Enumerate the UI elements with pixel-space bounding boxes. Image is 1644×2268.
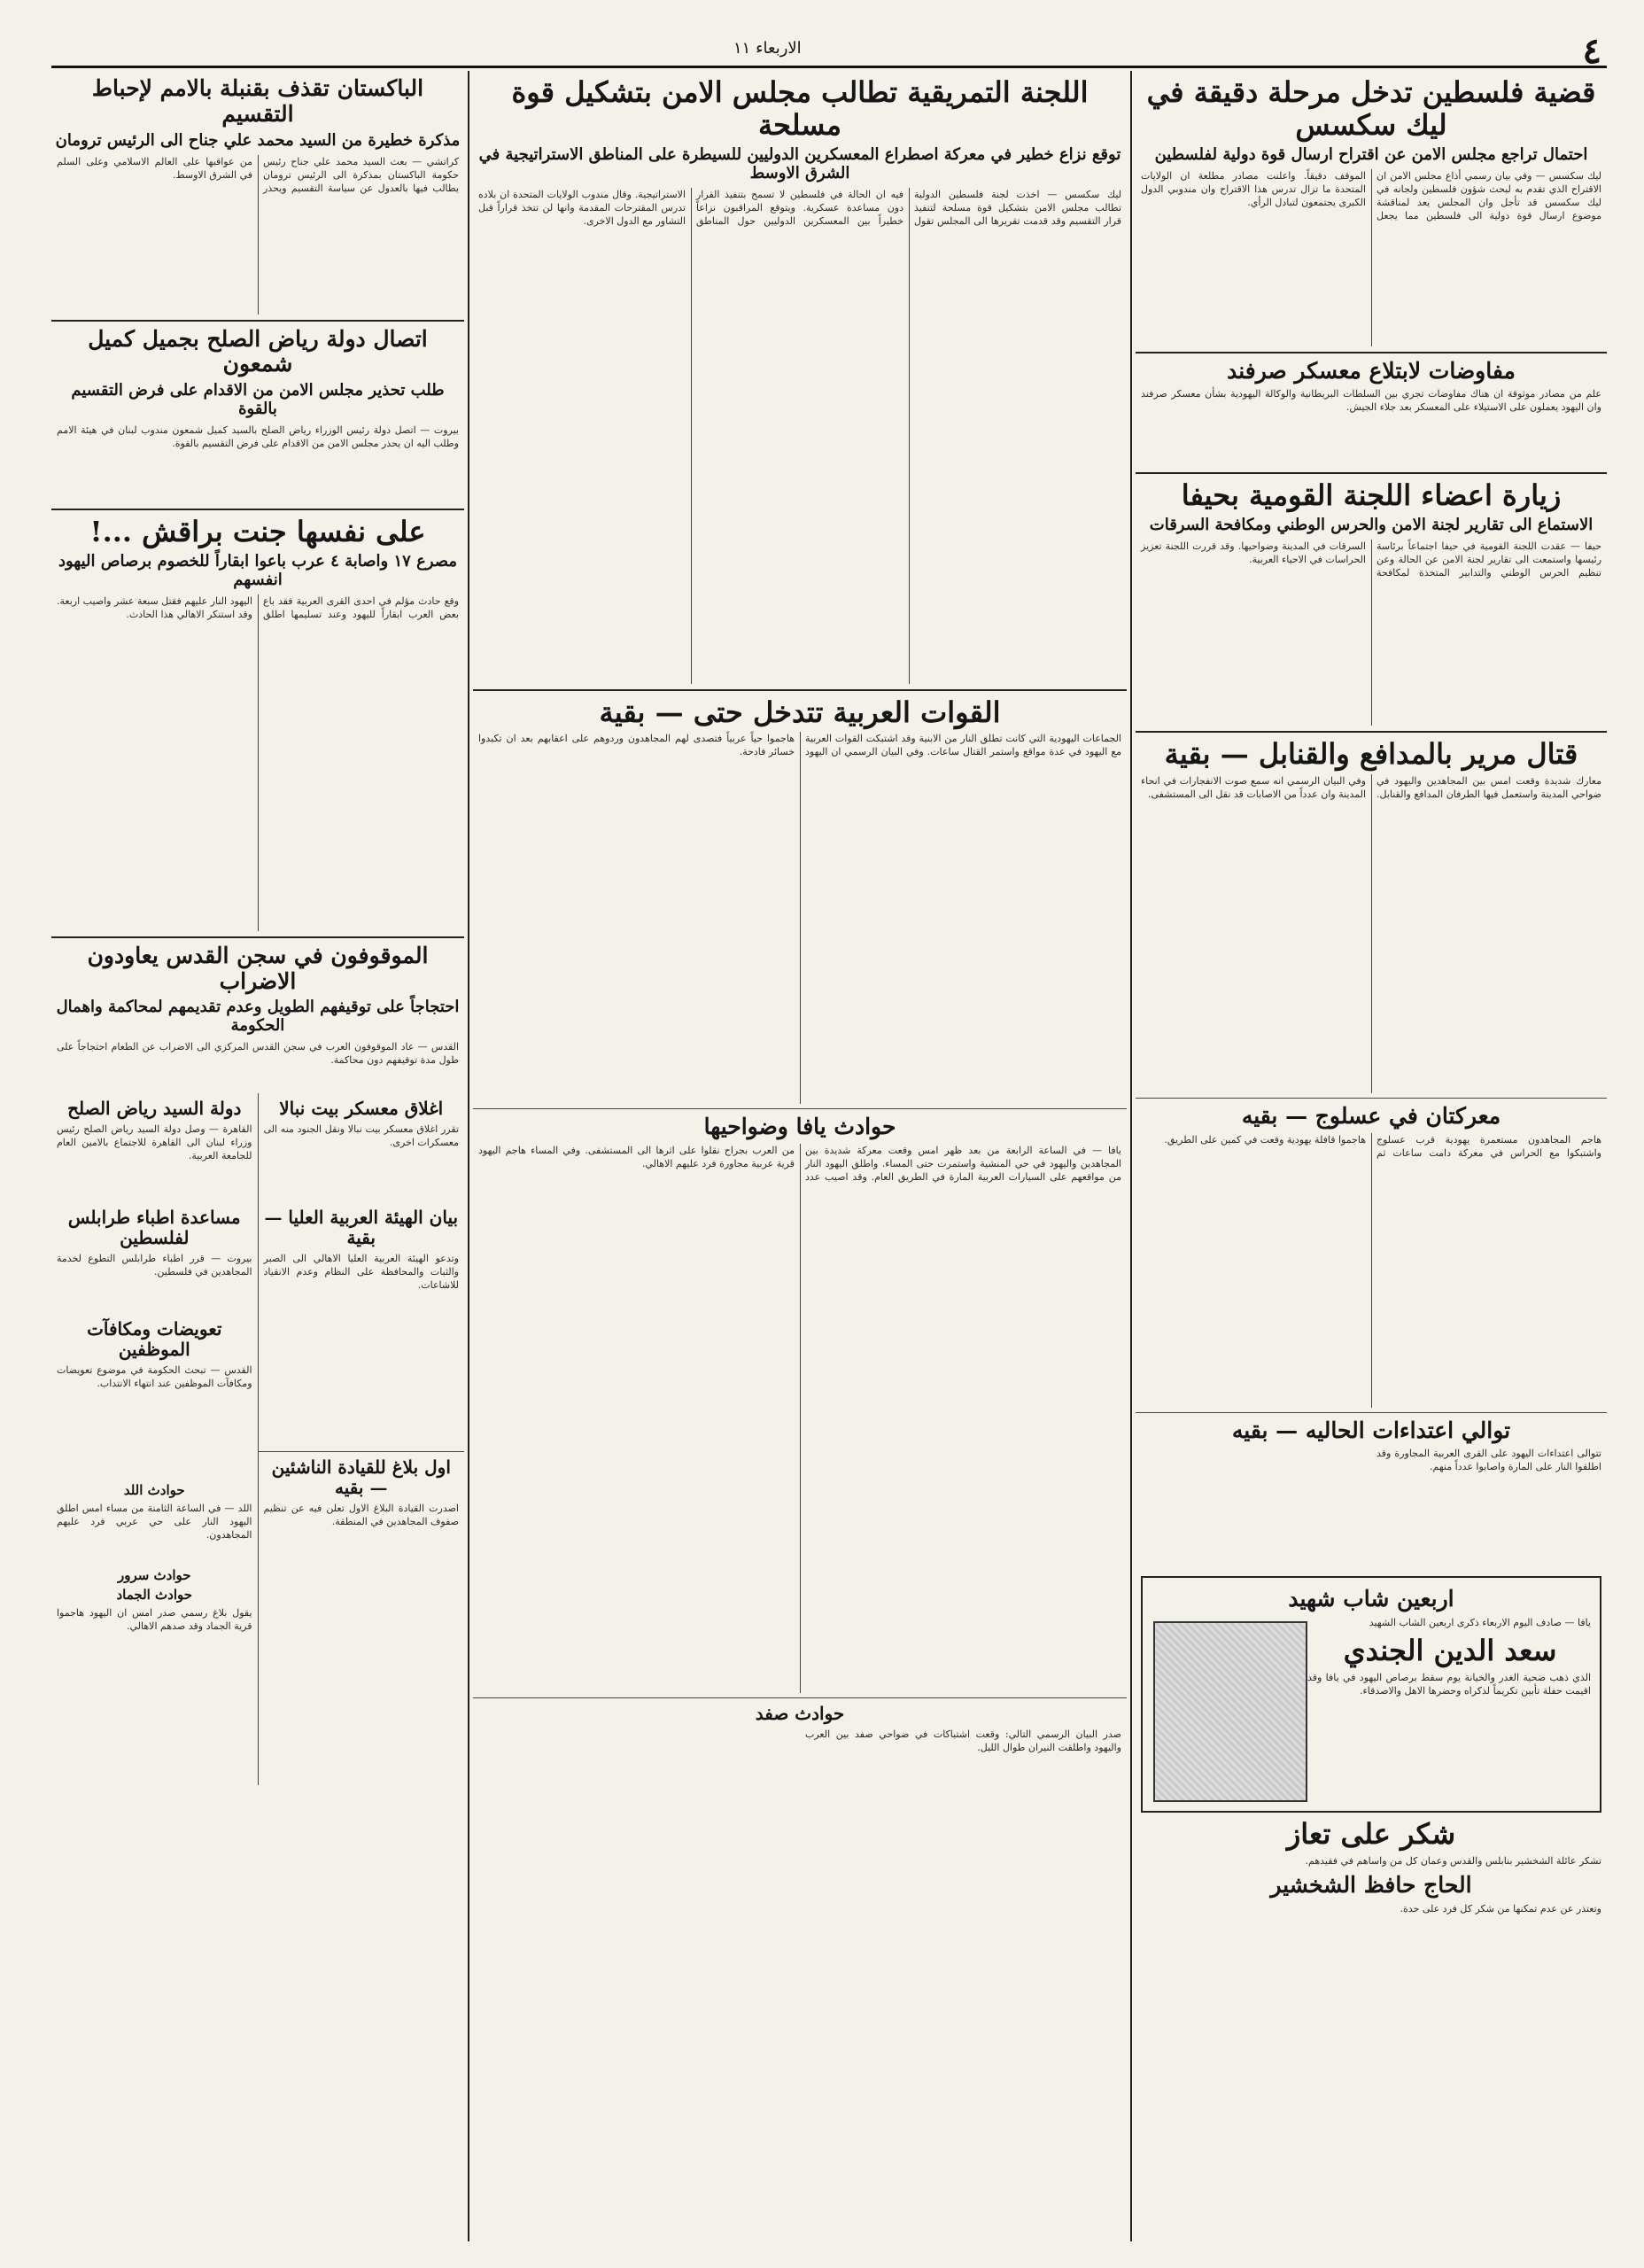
headline-prisoners: الموقوفون في سجن القدس يعاودون الاضراب (87, 942, 429, 994)
subheadline: احتمال تراجع مجلس الامن عن اقتراح ارسال قوة دولية لفلسطين (1154, 144, 1588, 164)
headline-jammad: حوادث الجماد (116, 1587, 193, 1604)
headline-fierce-fighting: قتال مرير بالمدافع والقنابل — بقية (1164, 737, 1578, 772)
obituary-intro: يافا — صادف اليوم الاربعاء ذكرى اربعين الشاب الشهيد (1369, 1617, 1591, 1629)
subheadline: احتجاجاً على توقيفهم الطويل وعدم تقديمهم لمحاكمة واهمال الحكومة (56, 998, 460, 1036)
headline-attacks: توالي اعتداءات الحاليه — بقيه (1231, 1417, 1511, 1443)
column-middle (473, 71, 1127, 2241)
article-body: ليك سكسس — وفي بيان رسمي أذاع مجلس الامن ان الاقتراح الذي تقدم به لبحث شؤون فلسطين ولجانه في ليك سكسس قد تأجل وان المجلس يعد لمناقشة موضوع ارسال قوة دولية الى فلسطين مما يجعل الموقف دقيقاً. واعلنت مصادر مطلعة ان الولايات المتحدة ما تزال تدرس هذا الاقتراح وان مندوبي الدول الكبرى يجتمعون لتبادل الرأي. (1141, 169, 1601, 221)
divider (1136, 1412, 1607, 1413)
headline-haifa-committee: زيارة اعضاء اللجنة القومية بحيفا (1181, 478, 1562, 513)
subheadline: طلب تحذير مجلس الامن من الاقدام على فرض التقسيم بالقوة (71, 381, 445, 418)
martyr-name: سعد الدين الجندي (1343, 1634, 1557, 1668)
article-body: بيروت — اتصل دولة رئيس الوزراء رياض الصلح بالسيد كميل شمعون مندوب لبنان في هيئة الامم وطلب اليه ان يحذر مجلس الامن من الاقدام على فرض التقسيم بالقوة. (57, 424, 459, 449)
thanks-body: تشكر عائلة الشخشير بنابلس والقدس وعمان كل من واساهم في فقيدهم. (1305, 1854, 1601, 1867)
headline-pakistan: الباكستان تقذف بقنبلة بالامم لإحباط التقسيم (91, 75, 424, 127)
issue-date: الاربعاء ١١ (733, 39, 802, 58)
divider (1136, 731, 1607, 733)
article-body: علم من مصادر موثوقة ان هناك مفاوضات تجري بين السلطات البريطانية والوكالة اليهودية بشأن معسكر صرفند وان اليهود يعملون على الاستيلاء على المعسكر بعد جلاء الجيش. (1141, 388, 1601, 414)
thanks-name: الحاج حافظ الشخشير (1270, 1871, 1472, 1898)
article-body: وقع حادث مؤلم في احدى القرى العربية فقد باع بعض العرب ابقاراً لليهود وعند تسليمها اطلق اليهود النار عليهم فقتل سبعة عشر واصيب اربعة. وقد استنكر الاهالي هذا الحادث. (57, 594, 459, 620)
article-body: تقرر اغلاق معسكر بيت نبالا ونقل الجنود منه الى معسكرات اخرى. (263, 1123, 459, 1149)
divider (51, 936, 464, 938)
headline-arab-forces: القوات العربية تتدخل حتى — بقية (599, 695, 1001, 729)
article-body: يافا — في الساعة الرابعة من بعد ظهر امس وقعت معركة شديدة بين المجاهدين واليهود في حي المنشية واستمرت حتى المساء. واطلق اليهود النار من مواقعهم على السيارات العربية المارة في الطريق العام. وقد اصيب عدد من العرب بجراح نقلوا على اثرها الى المستشفى. وفي المساء هاجم اليهود قرية عربية مجاورة فرد عليهم الاهالي. (478, 1145, 1121, 1184)
column-left (51, 71, 464, 2241)
column-rule (1130, 71, 1132, 2241)
column-right (1136, 71, 1607, 2241)
headline-riad-solh: اتصال دولة رياض الصلح بجميل كميل شمعون (88, 325, 428, 377)
headline-braqish: على نفسها جنت براقش ...! (89, 515, 426, 548)
page-number: ٤ (1582, 30, 1601, 72)
headline-palestine-case: قضية فلسطين تدخل مرحلة دقيقة في ليك سكسس (1146, 75, 1596, 142)
article-body: تتوالى اعتداءات اليهود على القرى العربية المجاورة وقد اطلقوا النار على المارة واصابوا عدداً منهم. (1376, 1448, 1601, 1473)
newspaper-page (51, 30, 1607, 2241)
divider (1136, 1098, 1607, 1099)
divider (259, 1451, 465, 1452)
portrait-photo (1153, 1621, 1307, 1802)
headline-beit-nabala: اغلاق معسكر بيت نبالا (279, 1098, 444, 1120)
divider (473, 1108, 1127, 1109)
article-body: حيفا — عقدت اللجنة القومية في حيفا اجتماعاً برئاسة رئيسها واستمعت الى تقارير لجنة الامن عن الحالة وعن تنظيم الحرس الوطني والتدابير المتخذة لمكافحة السرقات في المدينة وضواحيها. وقد قررت اللجنة تعزيز الحراسات في الاحياء العربية. (1141, 540, 1601, 579)
twin-columns (51, 1093, 464, 1785)
divider (1136, 352, 1607, 353)
obituary-box (1141, 1576, 1601, 1813)
subheadline: توقع نزاع خطير في معركة اصطراع المعسكرين الدوليين للسيطرة على المناطق الاستراتيجية في الشرق الاوسط (478, 144, 1121, 183)
article-body: ليك سكسس — اخذت لجنة فلسطين الدولية تطالب مجلس الامن بتشكيل قوة مسلحة لتنفيذ قرار التقسيم وقد قدمت تقريرها الى المجلس تقول فيه ان الحالة في فلسطين لا تسمح بتنفيذ القرار دون مساعدة عسكرية. ويتوقع المراقبون نزاعاً خطيراً بين المعسكرين الدوليين حول المناطق الاستراتيجية. وقال مندوب الولايات المتحدة ان بلاده تدرس المقترحات المقدمة وانها لن تتخذ قراراً قبل التشاور مع الدول الاخرى. (478, 188, 1121, 227)
divider (473, 1697, 1127, 1698)
article-body: الجماعات اليهودية التي كانت تطلق النار من الابنية وقد اشتبكت القوات العربية مع اليهود في عدة مواقع واستمر القتال ساعات. وفي البيان الرسمي ان اليهود هاجموا حياً عربياً فتصدى لهم المجاهدون وردوهم على اعقابهم بعد ان تكبدوا خسائر فادحة. (478, 733, 1121, 758)
article-body: القدس — تبحث الحكومة في موضوع تعويضات ومكافآت الموظفين عند انتهاء الانتداب. (57, 1364, 252, 1390)
obituary-title: اربعين شاب شهيد (1288, 1586, 1454, 1612)
headline-commission: اللجنة التمريقية تطالب مجلس الامن بتشكيل قوة مسلحة (511, 75, 1089, 142)
article-body: صدر البيان الرسمي التالي: وقعت اشتباكات في ضواحي صفد بين العرب واليهود واطلقت النيران طوال الليل. (805, 1728, 1121, 1754)
article-body: اصدرت القيادة البلاغ الاول تعلن فيه عن تنظيم صفوف المجاهدين في المنطقة. (263, 1503, 459, 1528)
article-body: بيروت — قرر اطباء طرابلس التطوع لخدمة المجاهدين في فلسطين. (57, 1253, 252, 1278)
headline-lydda: حوادث اللد (123, 1482, 185, 1499)
sub-column-right (258, 1093, 465, 1785)
divider (51, 509, 464, 510)
headline-tripoli-doctors: مساعدة اطباء طرابلس لفلسطين (67, 1207, 241, 1249)
headline-riad-solh-2: دولة السيد رياض الصلح (67, 1098, 242, 1120)
headline-surur: حوادث سرور (117, 1567, 191, 1584)
article-body: هاجم المجاهدون مستعمرة يهودية قرب عسلوج واشتبكوا مع الحراس في معركة دامت ساعات ثم هاجموا قافلة يهودية وقعت في كمين على الطريق. (1164, 1133, 1601, 1159)
article-body: القدس — عاد الموقوفون العرب في سجن القدس المركزي الى الاضراب عن الطعام احتجاجاً على طول مدة توقيفهم دون محاكمة. (57, 1041, 459, 1067)
headline-sarafand: مفاوضات لابتلاع معسكر صرفند (1227, 357, 1516, 384)
subheadline: الاستماع الى تقارير لجنة الامن والحرس الوطني ومكافحة السرقات (1149, 516, 1594, 535)
obituary-body: الذي ذهب ضحية الغدر والخيانة يوم سقط برصاص اليهود في يافا وقد اقيمت حفلة تأبين تكريماً لذكراه وحضرها الاهل والاصدقاء. (1307, 1671, 1591, 1697)
thanks-footer: وتعتذر عن عدم تمكنها من شكر كل فرد على حدة. (1400, 1902, 1601, 1915)
headline-jaffa-events: حوادث يافا وضواحيها (703, 1114, 896, 1140)
subheadline: مصرع ١٧ واصابة ٤ عرب باعوا ابقاراً للخصوم برصاص اليهود انفسهم (58, 551, 458, 589)
headline-safad: حوادث صفد (755, 1703, 845, 1725)
article-body: وتدعو الهيئة العربية العليا الاهالي الى الصبر والثبات والمحافظة على النظام وعدم الانقياد للاشاعات. (263, 1253, 459, 1292)
article-body: اللد — في الساعة الثامنة من مساء امس اطلق اليهود النار على حي عربي فرد عليهم المجاهدون. (57, 1503, 252, 1542)
divider (473, 689, 1127, 691)
divider (1136, 472, 1607, 474)
divider (51, 320, 464, 322)
headline-compensation: تعويضات ومكافآت الموظفين (87, 1318, 222, 1361)
subheadline: مذكرة خطيرة من السيد محمد علي جناح الى الرئيس ترومان (55, 130, 461, 150)
headline-first-bulletin: اول بلاغ للقيادة الناشئين — بقيه (271, 1456, 451, 1499)
article-body: يقول بلاغ رسمي صدر امس ان اليهود هاجموا قرية الجماد وقد صدهم الاهالي. (57, 1607, 252, 1633)
headline-higher-committee: بيان الهيئة العربية العليا — بقية (264, 1207, 459, 1249)
article-body: كراتشي — بعث السيد محمد علي جناح رئيس حكومة الباكستان بمذكرة الى الرئيس ترومان يطالب فيها بالعدول عن سياسة التقسيم ويحذر من عواقبها على العالم الاسلامي وعلى السلم في الشرق الاوسط. (57, 155, 459, 194)
column-rule (468, 71, 469, 2241)
article-body: القاهرة — وصل دولة السيد رياض الصلح رئيس وزراء لبنان الى القاهرة للاجتماع بالامين العام للجامعة العربية. (57, 1123, 252, 1162)
page-header (51, 30, 1607, 72)
thanks-title: شكر على تعاز (1286, 1817, 1456, 1852)
sub-column-left (51, 1093, 258, 1785)
headline-asluj: معركتان في عسلوج — بقيه (1241, 1102, 1501, 1129)
article-body: معارك شديدة وقعت امس بين المجاهدين واليهود في ضواحي المدينة واستعمل فيها الطرفان المدافع والقنابل. وفي البيان الرسمي انه سمع صوت الانفجارات في انحاء المدينة وان عدداً من الاصابات قد نقل الى المستشفى. (1141, 774, 1601, 800)
